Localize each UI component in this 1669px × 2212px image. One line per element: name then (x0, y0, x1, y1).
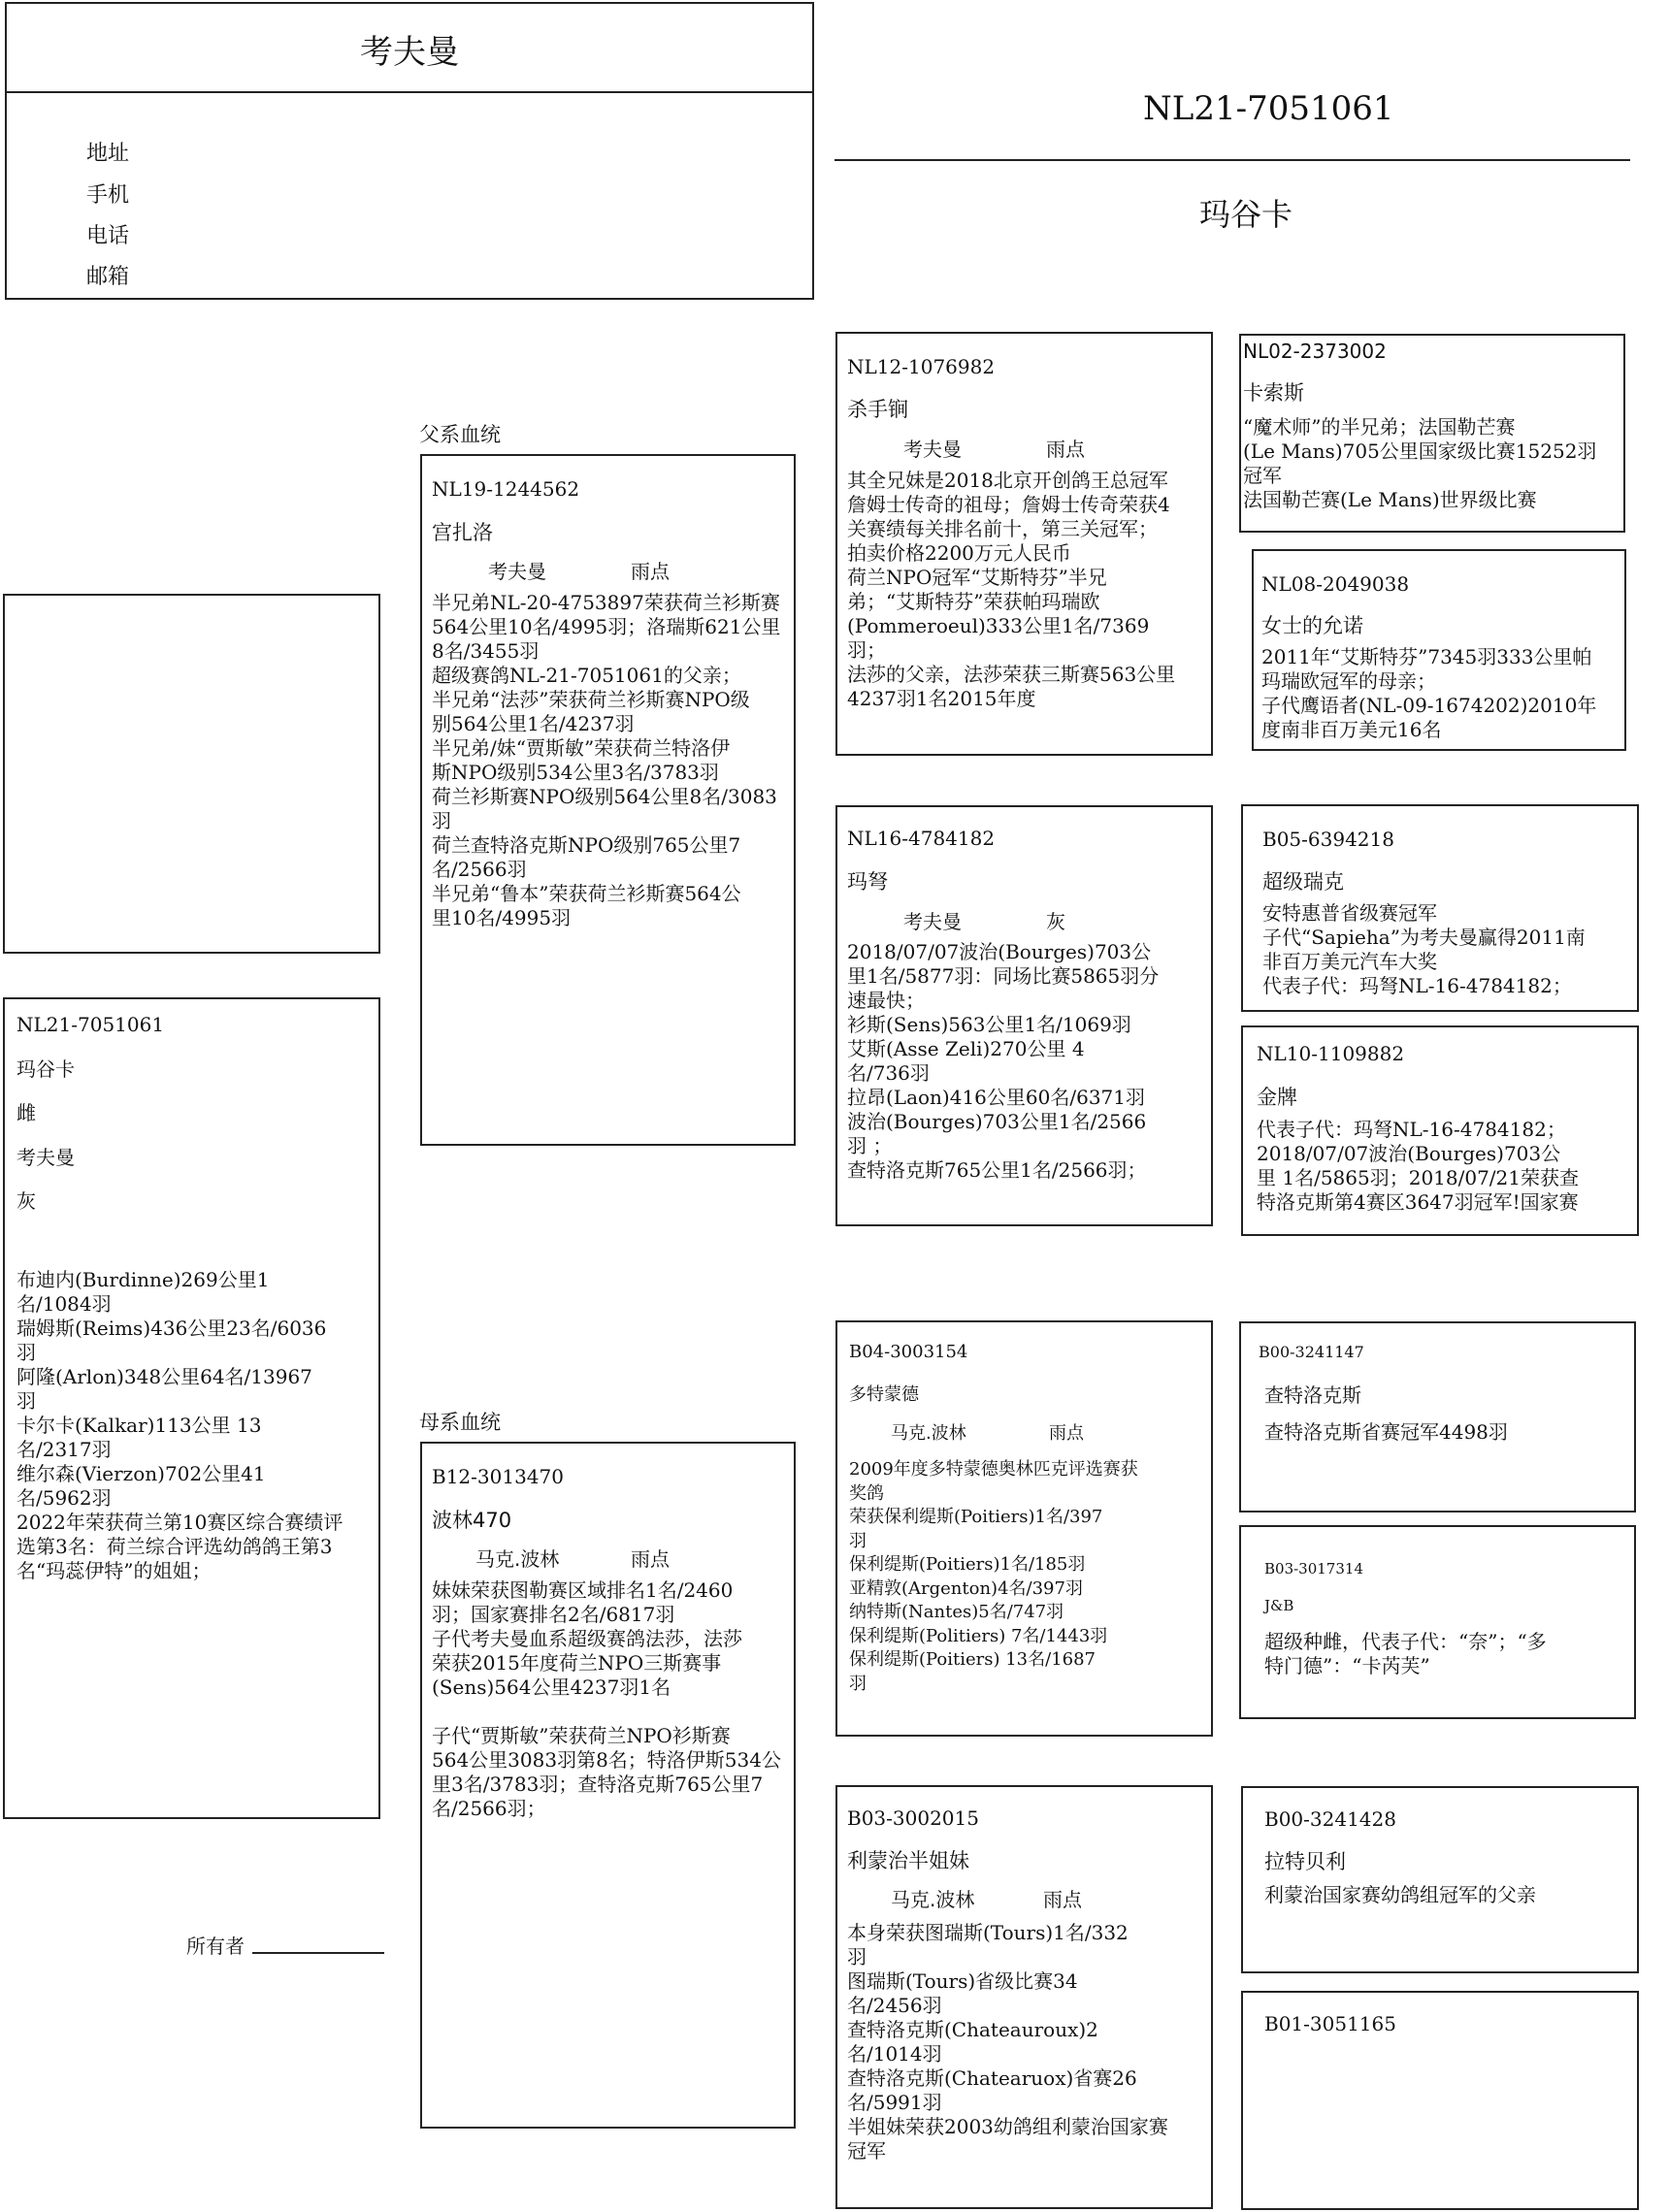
dd-color: 雨点 (1043, 1888, 1082, 1911)
photo-frame (3, 594, 380, 954)
mobile-label: 手机 (86, 183, 130, 208)
dam-dam-card (835, 1785, 1213, 2209)
ss-breeder: 考夫曼 (903, 438, 962, 461)
ssd-ring: NL08-2049038 (1261, 572, 1410, 596)
ds-notes: 2009年度多特蒙德奥林匹克评选赛获 奖鸽 荣获保利缇斯(Poitiers)1名/397 羽 保利缇斯(Poitiers)1名/185羽 亚精敦(Argenton)4名/397羽 纳特斯(Nantes)5名/747羽 保利缇斯(Politiers) 7名/1443羽 保利缇斯(Poitiers) 13名/1687 羽 (849, 1459, 1138, 1694)
header-divider (7, 91, 812, 93)
subject-sex: 雌 (16, 1101, 36, 1124)
ds-name: 多特蒙德 (849, 1384, 919, 1405)
ss-notes: 其全兄妹是2018北京开创鸽王总冠军 詹姆士传奇的祖母；詹姆士传奇荣获4 关赛绩每关排名前十，第三关冠军； 拍卖价格2200万元人民币 荷兰NPO冠军“艾斯特芬”半兄 弟；“艾斯特芬”荣获帕玛瑞欧 (Pommeroeul)333公里1名/7369 羽； 法莎的父亲，法莎荣获三斯赛563公里 4237羽1名2015年度 (847, 469, 1176, 710)
breeder-title: 考夫曼 (360, 33, 459, 72)
ss-ring: NL12-1076982 (847, 355, 996, 378)
subject-notes: 布迪内(Burdinne)269公里1 名/1084羽 瑞姆斯(Reims)436公里23名/6036 羽 阿隆(Arlon)348公里64名/13967 羽 卡尔卡(Kalkar)113公里 13 名/2317羽 维尔森(Vierzon)702公里41 名/5962羽 2022年荣获荷兰第10赛区综合赛绩评 选第3名：荷兰综合评选幼鸽鸽王第3 名“玛蕊伊特”的姐姐； (16, 1268, 344, 1582)
dss-card (1239, 1321, 1636, 1513)
sire-name: 宫扎洛 (432, 521, 493, 544)
sire-dam-card (835, 805, 1213, 1226)
sire-notes: 半兄弟NL-20-4753897荣获荷兰衫斯赛 564公里10名/4995羽；洛瑞斯621公里 8名/3455羽 超级赛鸽NL-21-7051061的父亲； 半兄弟“法莎”荣获荷兰衫斯赛NPO级 别564公里1名/4237羽 半兄弟/妹“贾斯敏”荣获荷兰特洛伊 斯NPO级别534公里3名/3783羽 荷兰衫斯赛NPO级别564公里8名/3083 羽 荷兰查特洛克斯NPO级别765公里7 名/2566羽 半兄弟“鲁本”荣获荷兰衫斯赛564公 里10名/4995羽 (432, 591, 781, 929)
dam-card (420, 1442, 796, 2129)
owner-line (252, 1952, 384, 1954)
ss-color: 雨点 (1046, 438, 1085, 461)
dd-ring: B03-3002015 (847, 1806, 979, 1830)
bird-name-header: 玛谷卡 (1199, 196, 1293, 233)
sss-ring: NL02-2373002 (1243, 340, 1387, 363)
ssd-name: 女士的允诺 (1261, 614, 1363, 637)
dsd-name: J&B (1264, 1597, 1294, 1614)
email-label: 邮箱 (86, 265, 130, 289)
sds-card (1241, 804, 1639, 1012)
phone-label: 电话 (86, 224, 130, 248)
sss-notes: “魔术师”的半兄弟；法国勒芒赛 (Le Mans)705公里国家级比赛15252羽 冠军 法国勒芒赛(Le Mans)世界级比赛 (1243, 415, 1597, 511)
dds-card (1241, 1786, 1639, 1973)
ssd-notes: 2011年“艾斯特芬”7345羽333公里帕 玛瑞欧冠军的母亲； 子代鹰语者(NL-09-1674202)2010年 度南非百万美元16名 (1261, 645, 1597, 741)
ring-number-header: NL21-7051061 (1143, 89, 1394, 128)
ring-underline (834, 159, 1630, 161)
ddd-ring: B01-3051165 (1264, 2012, 1396, 2035)
dd-breeder: 马克.波林 (891, 1888, 975, 1911)
dss-notes: 查特洛克斯省赛冠军4498羽 (1264, 1420, 1508, 1444)
owner-label: 所有者 (186, 1935, 245, 1958)
sss-name: 卡索斯 (1243, 381, 1304, 405)
dd-name: 利蒙治半姐妹 (847, 1849, 969, 1872)
sdd-notes: 代表子代：玛弩NL-16-4784182； 2018/07/07波治(Bourges)703公 里 1名/5865羽；2018/07/21荣获查 特洛克斯第4赛区3647羽冠军!国家赛 (1257, 1118, 1579, 1214)
sire-color: 雨点 (631, 560, 670, 583)
dds-notes: 利蒙治国家赛幼鸽组冠军的父亲 (1264, 1883, 1536, 1906)
ssd-card (1252, 549, 1626, 751)
sds-name: 超级瑞克 (1262, 870, 1344, 894)
dam-notes: 妹妹荣获图勒赛区域排名1名/2460 羽；国家赛排名2名/6817羽 子代考夫曼血系超级赛鸽法莎，法莎 荣获2015年度荷兰NPO三斯赛事 (Sens)564公里4237羽1名 子代“贾斯敏”荣获荷兰NPO衫斯赛 564公里3083羽第8名；特洛伊斯534公 里3名/3783羽；查特洛克斯765公里7 名/2566羽； (432, 1578, 781, 1820)
sdd-card (1241, 1025, 1639, 1236)
dss-ring: B00-3241147 (1259, 1343, 1364, 1361)
sd-ring: NL16-4784182 (847, 827, 996, 850)
sire-breeder: 考夫曼 (488, 560, 546, 583)
subject-breeder: 考夫曼 (16, 1146, 75, 1169)
ds-ring: B04-3003154 (849, 1342, 968, 1362)
dds-ring: B00-3241428 (1264, 1807, 1396, 1831)
subject-name: 玛谷卡 (16, 1057, 75, 1081)
dd-notes: 本身荣获图瑞斯(Tours)1名/332 羽 图瑞斯(Tours)省级比赛34 名/2456羽 查特洛克斯(Chateauroux)2 名/1014羽 查特洛克斯(Chatearuox)省赛26 名/5991羽 半姐妹荣获2003幼鸽组利蒙治国家赛 冠军 (847, 1921, 1168, 2163)
dsd-ring: B03-3017314 (1264, 1560, 1363, 1578)
sire-section-label: 父系血统 (419, 423, 501, 446)
sd-name: 玛弩 (847, 870, 888, 894)
sdd-ring: NL10-1109882 (1257, 1042, 1405, 1065)
header-box (5, 2, 814, 300)
ddd-card (1241, 1991, 1639, 2210)
dds-name: 拉特贝利 (1264, 1850, 1346, 1873)
sdd-name: 金牌 (1257, 1086, 1297, 1109)
dss-name: 查特洛克斯 (1264, 1383, 1361, 1407)
dam-color: 雨点 (631, 1547, 670, 1571)
subject-ring: NL21-7051061 (16, 1013, 165, 1036)
ds-breeder: 马克.波林 (891, 1423, 966, 1444)
sds-ring: B05-6394218 (1262, 828, 1394, 851)
dam-breeder: 马克.波林 (475, 1547, 560, 1571)
dam-ring: B12-3013470 (432, 1465, 564, 1488)
sds-notes: 安特惠普省级赛冠军 子代“Sapieha”为考夫曼赢得2011南 非百万美元汽车大奖 代表子代：玛弩NL-16-4784182； (1262, 901, 1586, 997)
sd-color: 灰 (1046, 910, 1065, 933)
sd-notes: 2018/07/07波治(Bourges)703公 里1名/5877羽：同场比赛5865羽分 速最快； 衫斯(Sens)563公里1名/1069羽 艾斯(Asse Zeli)270公里 4 名/736羽 拉昂(Laon)416公里60名/6371羽 波治(Bourges)703公里1名/2566 羽 ； 查特洛克斯765公里1名/2566羽； (847, 940, 1160, 1182)
ss-name: 杀手锏 (847, 398, 908, 421)
dam-sire-card (835, 1320, 1213, 1737)
dam-name: 波林470 (432, 1509, 512, 1532)
sire-card (420, 454, 796, 1146)
address-label: 地址 (86, 142, 130, 166)
subject-card (3, 997, 380, 1819)
sd-breeder: 考夫曼 (903, 910, 962, 933)
dsd-notes: 超级种雌，代表子代：“奈”；“多 特门德”：“卡芮芙” (1264, 1630, 1547, 1677)
sss-card (1239, 334, 1625, 533)
subject-color: 灰 (16, 1189, 36, 1213)
sire-sire-card (835, 332, 1213, 756)
dsd-card (1239, 1525, 1636, 1719)
ds-color: 雨点 (1049, 1423, 1084, 1444)
sire-ring: NL19-1244562 (432, 477, 580, 501)
dam-section-label: 母系血统 (419, 1411, 501, 1434)
